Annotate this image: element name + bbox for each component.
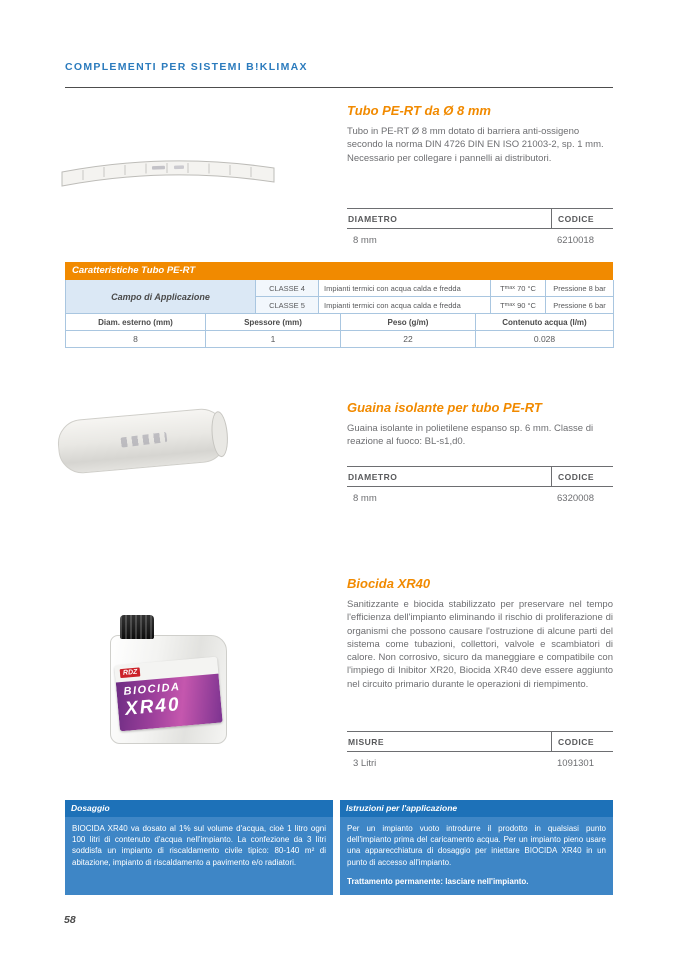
rdz-brand-logo: RDZ [120,667,141,678]
section-biocida [347,576,613,691]
biocida-codice-value: 1091301 [557,758,594,769]
caratteristiche-table [65,262,613,348]
dosaggio-box-body: BIOCIDA XR40 va dosato al 1% sul volume d'acqua, cioè 1 litro ogni 100 litri di contenuto d'acqua nell'impianto. La confezione da 3 litri soddisfa un impianto di riscaldamento civile tipico: 80-140 m² di abitazione, impianto di riscaldamento a pavimento e/o radiatori. [65,817,333,895]
section-tubo-title: Tubo PE-RT da Ø 8 mm [347,103,491,118]
campo-applicazione-cell: Campo di Applicazione [66,280,256,314]
canister-label-line1: BIOCIDA [123,680,181,698]
guaina-tube-image [56,407,228,475]
guaina-spec-table-header [347,466,613,487]
biocida-misure-header: MISURE [348,737,385,747]
guaina-end-cap [210,411,230,458]
guaina-spec-table-values [347,487,613,508]
pert-tube-illustration [52,136,284,198]
tmax-symbol: T [500,283,505,293]
canister-cap [120,615,154,639]
tmax-value: 70 °C [517,283,536,293]
istruzioni-box [340,800,613,895]
spec-header-diam: Diam. esterno (mm) [66,314,206,331]
classe4-cell: CLASSE 4 [256,280,319,297]
dosaggio-box [65,800,333,895]
section-guaina-title: Guaina isolante per tubo PE-RT [347,400,542,415]
section-guaina-description: Guaina isolante in polietilene espanso sp. 6 mm. Classe di reazione al fuoco: BL-s1,d0. [347,423,594,448]
guaina-print-marking [120,432,167,448]
classe5-pressione-cell: Pressione 6 bar [546,297,614,314]
guaina-codice-value: 6320008 [557,493,594,504]
pert-tube-image [52,136,284,198]
spec-header-spessore: Spessore (mm) [206,314,341,331]
classe4-pressione-cell: Pressione 8 bar [546,280,614,297]
guaina-codice-header: CODICE [551,467,613,486]
spec-header-peso: Peso (g/m) [341,314,476,331]
section-guaina [347,400,613,449]
tubo-diametro-value: 8 mm [353,235,377,246]
istruzioni-box-body [340,817,613,895]
spec-value-diam: 8 [66,331,206,348]
header-divider [65,87,613,88]
biocida-spec-table-values [347,752,613,773]
istruzioni-box-title: Istruzioni per l'applicazione [340,800,613,817]
spec-header-contenuto: Contenuto acqua (l/m) [476,314,614,331]
tubo-spec-table [347,208,613,250]
section-biocida-description: Sanitizzante e biocida stabilizzato per preservare nel tempo l'efficienza dell'impianto eliminando il rischio di proliferazione di organismi che possono causare l'ostruzione di alcune parti del sistema come tubazioni, collettori, valvole e scambiatori di calore. Non corrosivo, sicuro da maneggiare e compatibile con l'impiego di Inibitor XR20, Biocida XR40 deve essere aggiunto nel circuito primario durante le operazioni di riempimento. [347,599,613,690]
tubo-spec-table-values [347,229,613,250]
tmax-value: 90 °C [517,300,536,310]
canister-label-line2: XR40 [124,694,182,720]
canister-label-main [116,674,223,732]
istruzioni-box-note: Trattamento permanente: lasciare nell'impianto. [347,876,529,886]
canister-label [114,657,222,732]
biocida-spec-table [347,731,613,773]
classe5-desc-cell: Impianti termici con acqua calda e fredda [319,297,491,314]
section-biocida-title: Biocida XR40 [347,576,431,591]
biocida-canister-image [108,615,234,746]
classe4-tmax-cell [491,280,546,297]
guaina-spec-table [347,466,613,508]
section-tubo-description: Tubo in PE-RT Ø 8 mm dotato di barriera anti-ossigeno secondo la norma DIN 4726 DIN EN ISO 21003-2, sp. 1 mm. Necessario per collegare i pannelli ai distributori. [347,126,604,164]
tubo-codice-value: 6210018 [557,235,594,246]
classe4-desc-cell: Impianti termici con acqua calda e fredda [319,280,491,297]
classe5-tmax-cell [491,297,546,314]
tubo-codice-header: CODICE [551,209,613,228]
page-header-title: COMPLEMENTI PER SISTEMI B!KLIMAX [65,61,308,73]
spec-value-spessore: 1 [206,331,341,348]
biocida-misure-value: 3 Litri [353,758,377,769]
tubo-diametro-header: DIAMETRO [348,214,398,224]
tmax-sub: max [504,302,516,308]
caratteristiche-class-grid [65,280,613,314]
section-tubo [347,103,613,165]
tubo-spec-table-header [347,208,613,229]
dosaggio-box-title: Dosaggio [65,800,333,817]
page-number: 58 [64,914,76,926]
caratteristiche-spec-grid [65,314,613,348]
guaina-diametro-header: DIAMETRO [348,472,398,482]
classe5-cell: CLASSE 5 [256,297,319,314]
tmax-sub: max [504,285,516,291]
biocida-spec-table-header [347,731,613,752]
caratteristiche-table-title: Caratteristiche Tubo PE-RT [65,262,613,280]
spec-value-contenuto: 0.028 [476,331,614,348]
tmax-symbol: T [500,300,505,310]
istruzioni-box-text: Per un impianto vuoto introdurre il prodotto in qualsiasi punto dell'impianto prima del caricamento acqua. Per un impianto pieno usare una apparecchiatura di dosaggio per iniettare BIOCIDA XR40 in un punto di accesso all'impianto. [347,824,606,867]
spec-value-peso: 22 [341,331,476,348]
guaina-diametro-value: 8 mm [353,493,377,504]
biocida-codice-header: CODICE [551,732,613,751]
